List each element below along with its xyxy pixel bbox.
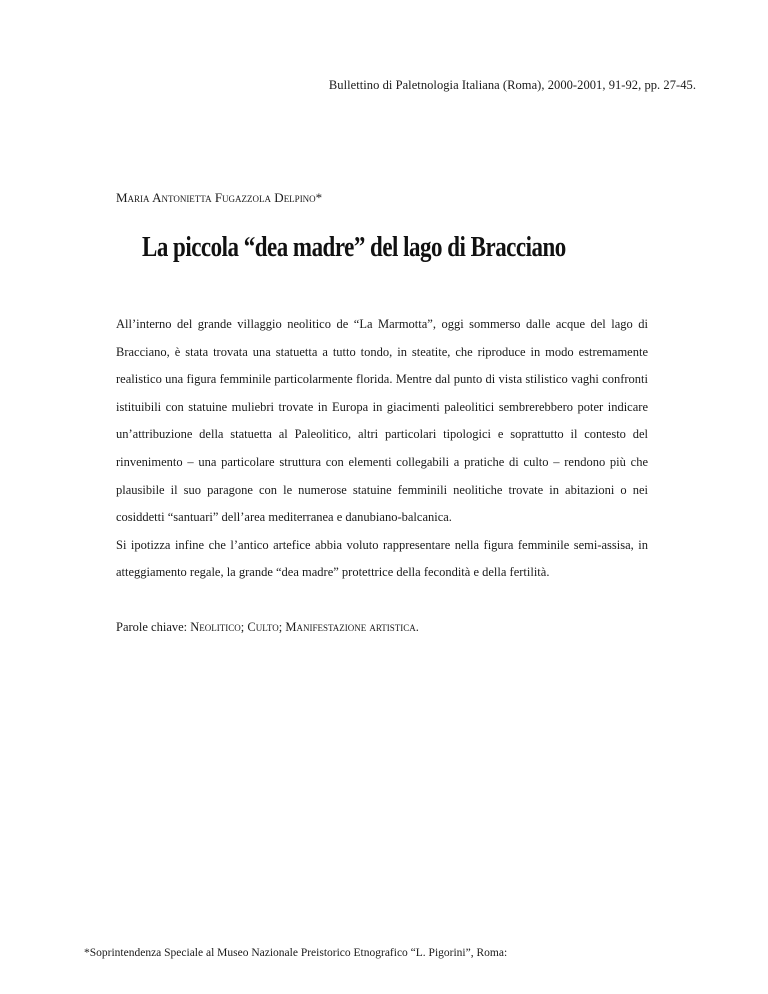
abstract-paragraph: Si ipotizza infine che l’antico artefice abbia voluto rappresentare nella figura femminile semi-assisa, in atteggiamento regale, la grande “dea madre” protettrice della fecondità e della fertilità. <box>116 537 648 580</box>
author-name: Maria Antonietta Fugazzola Delpino* <box>116 190 323 205</box>
keywords-label: Parole chiave: <box>116 620 191 634</box>
keywords-list: Neolitico; Culto; Manifestazione artistica. <box>190 620 419 634</box>
journal-citation: Bullettino di Paletnologia Italiana (Roma), 2000-2001, 91-92, pp. 27-45. <box>328 78 696 92</box>
footnote: *Soprintendenza Speciale al Museo Nazionale Preistorico Etnografico “L. Pigorini”, Roma: <box>84 947 508 959</box>
keywords <box>116 620 419 635</box>
abstract <box>116 311 648 587</box>
article-title: La piccola “dea madre” del lago di Bracciano <box>142 232 566 263</box>
abstract-paragraph: All’interno del grande villaggio neolitico de “La Marmotta”, oggi sommerso dalle acque del lago di Bracciano, è stata trovata una statuetta a tutto tondo, in steatite, che riproduce in modo estremamente realistico una figura femminile particolarmente florida. Mentre dal punto di vista stilistico vaghi confronti istituibili con statuine muliebri trovate in Europa in giacimenti paleolitici sembrerebbero poter indicare un’attribuzione della statuetta al Paleolitico, altri particolari tipologici e soprattutto il contesto del rinvenimento – una particolare struttura con elementi collegabili a pratiche di culto – rendono più che plausibile il suo paragone con le numerose statuine femminili neolitiche trovate in abitazioni o nei cosiddetti “santuari” dell’area mediterranea e danubiano-balcanica. <box>116 317 648 525</box>
